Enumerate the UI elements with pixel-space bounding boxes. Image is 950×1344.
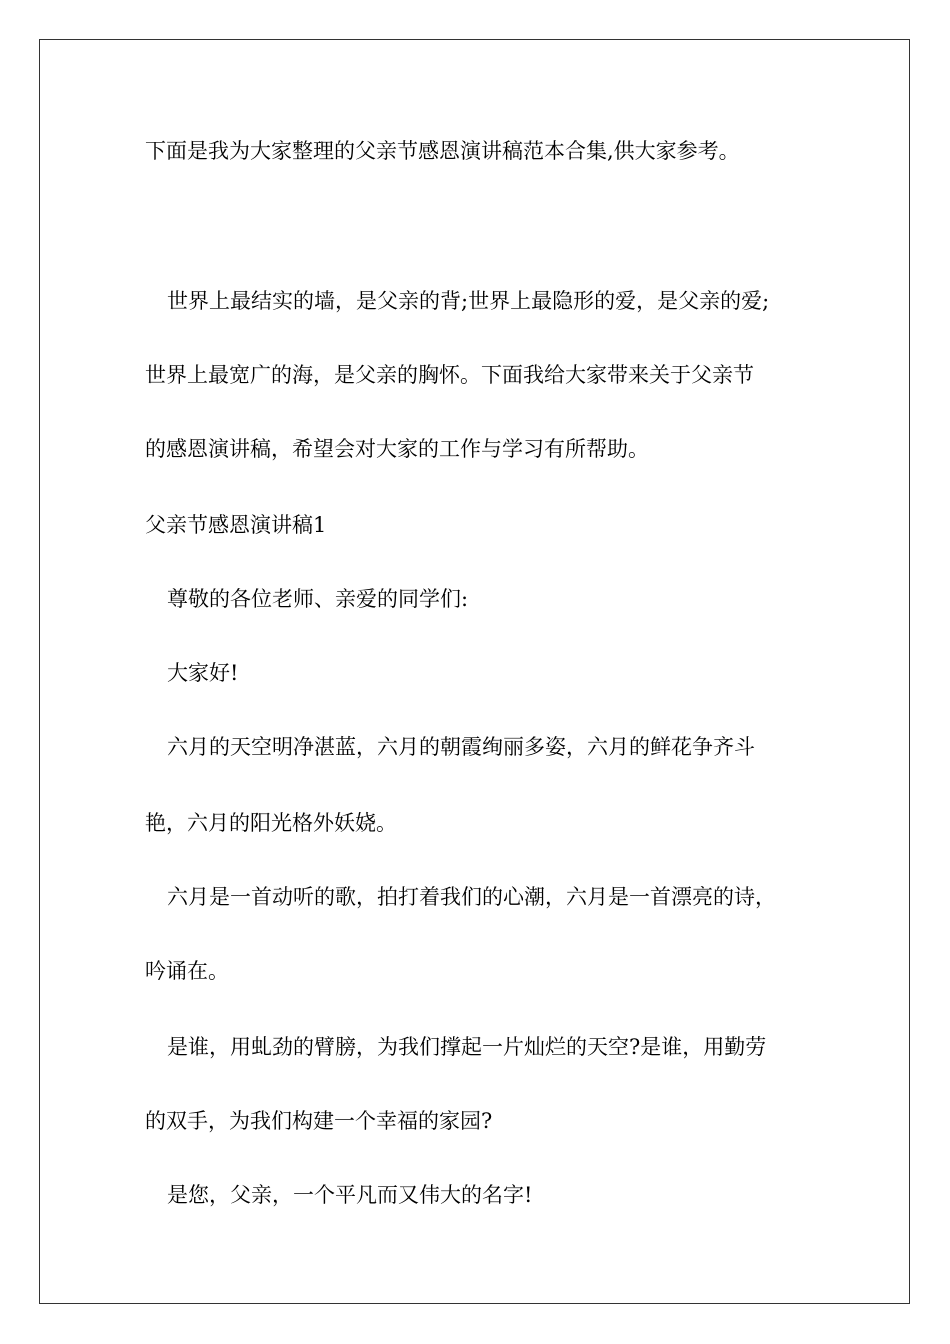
paragraph-line: 艳，六月的阳光格外妖娆。 [145,811,397,835]
paragraph-line: 六月的天空明净湛蓝，六月的朝霞绚丽多姿，六月的鲜花争齐斗 [167,735,755,759]
section-heading: 父亲节感恩演讲稿1 [145,513,327,537]
paragraph-line: 六月是一首动听的歌，拍打着我们的心潮，六月是一首漂亮的诗， [167,885,776,909]
paragraph-line: 的感恩演讲稿，希望会对大家的工作与学习有所帮助。 [145,437,649,461]
paragraph-line: 是您，父亲，一个平凡而又伟大的名字! [167,1183,533,1207]
paragraph-line: 的双手，为我们构建一个幸福的家园? [145,1109,493,1133]
paragraph-line: 是谁，用虬劲的臂膀，为我们撑起一片灿烂的天空?是谁，用勤劳 [167,1035,767,1059]
paragraph-line: 吟诵在。 [145,959,229,983]
greeting: 大家好! [167,661,239,685]
salutation: 尊敬的各位老师、亲爱的同学们: [167,587,469,611]
paragraph-line: 世界上最结实的墙，是父亲的背;世界上最隐形的爱，是父亲的爱; [167,289,770,313]
intro-line: 下面是我为大家整理的父亲节感恩演讲稿范本合集,供大家参考。 [145,139,740,163]
paragraph-line: 世界上最宽广的海，是父亲的胸怀。下面我给大家带来关于父亲节 [145,363,754,387]
